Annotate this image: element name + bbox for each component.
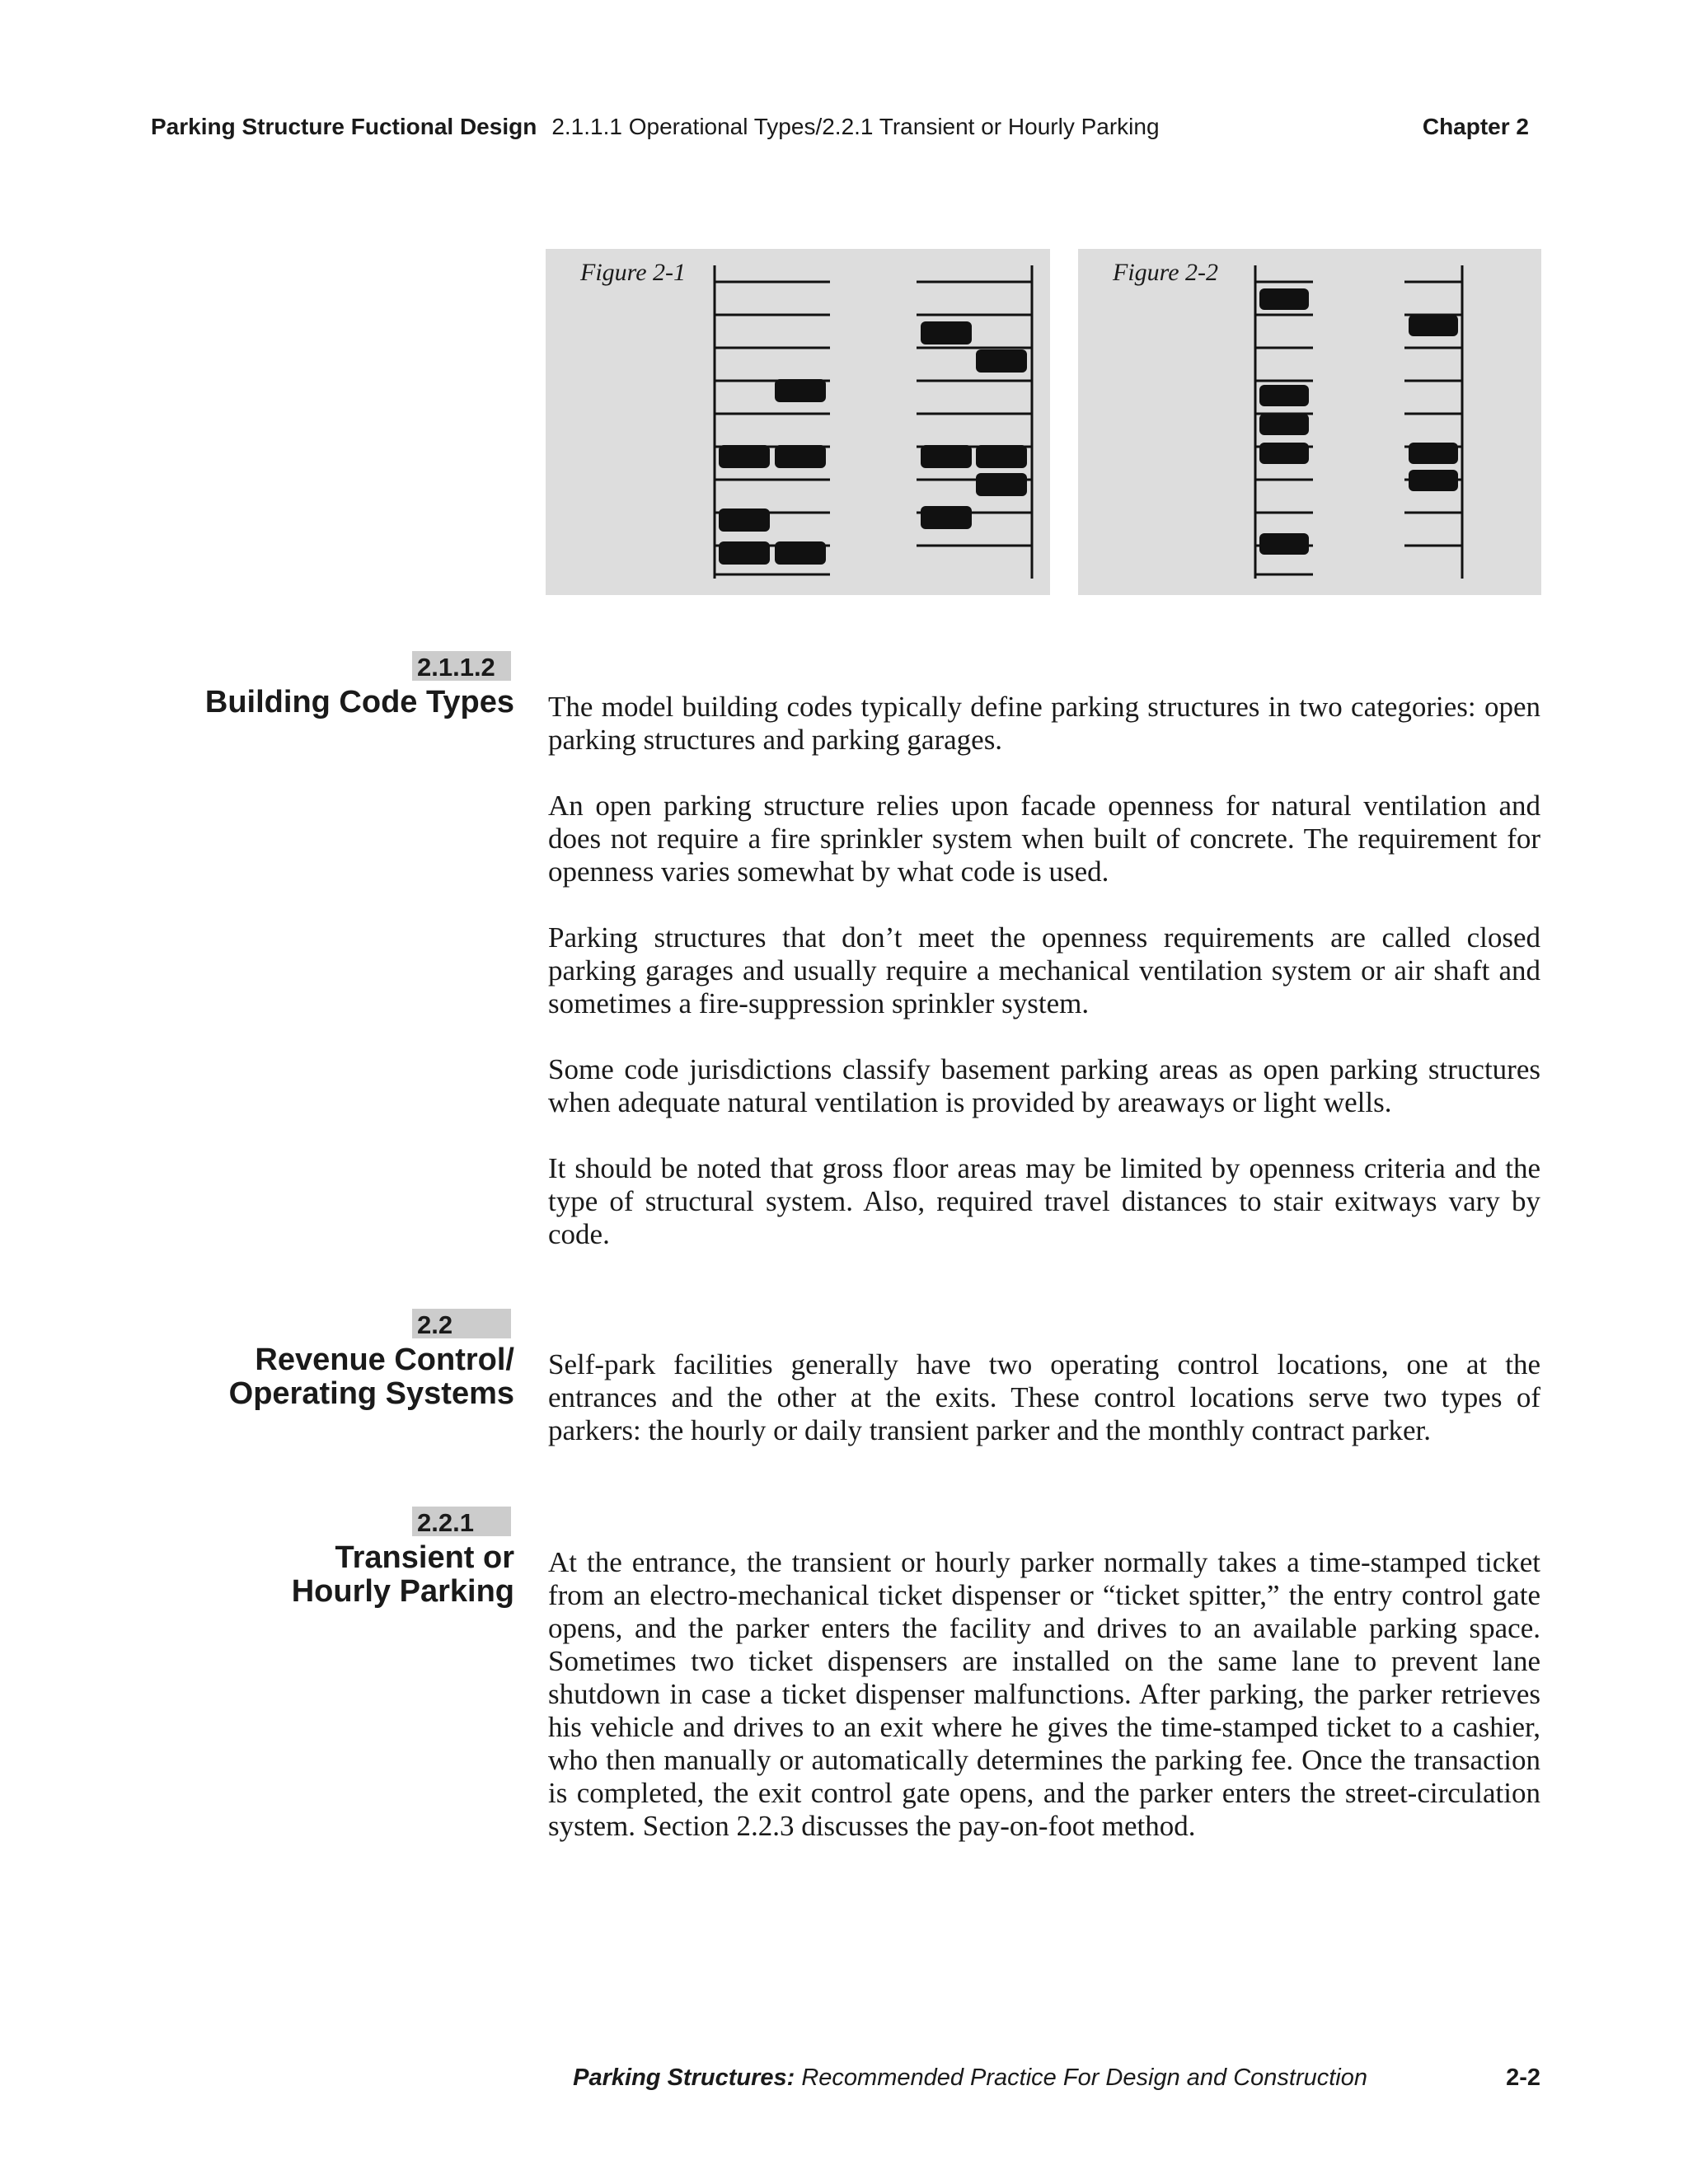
figure-2-2 [1078, 249, 1541, 595]
running-header [151, 114, 1529, 147]
section-title: Building Code Types [204, 685, 514, 719]
paragraph: It should be noted that gross floor areas may be limited by openness criteria and the type of structural system. Also, required travel distances to stair exitways vary by code. [548, 1152, 1540, 1250]
paragraph: Some code jurisdictions classify basement parking areas as open parking structures when adequate natural ventilation is provided by areaways or light wells. [548, 1053, 1540, 1118]
paragraph: At the entrance, the transient or hourly parker normally takes a time-stamped ticket from an electro-mechanical ticket dispenser or “ticket spitter,” the entry control gate opens, and the parker enters the facility and drives to an available parking space. Sometimes two ticket dispensers are installed on the same lane to prevent lane shutdown in case a ticket dispenser malfunctions. After parking, the parker retrieves his vehicle and drives to an exit where he gives the time-stamped ticket to a cashier, who then manually or automatically determines the parking fee. Once the transaction is completed, the exit control gate opens, and the parker enters the street-circulation system. Section 2.2.3 discusses the pay-on-foot method. [548, 1546, 1540, 1842]
header-title: Parking Structure Fuctional Design [151, 114, 537, 139]
footer-book-subtitle: Recommended Practice For Design and Construction [801, 2064, 1367, 2091]
figure-caption: Figure 2-2 [1113, 259, 1219, 286]
footer-book-title: Parking Structures: [573, 2064, 795, 2091]
section-body [548, 1348, 1540, 1480]
figure-2-1 [546, 249, 1050, 595]
running-footer [151, 2064, 1540, 2097]
section-body [548, 1546, 1540, 1876]
figure-2-2-drawing [1078, 249, 1541, 595]
page-number: 2-2 [1506, 2064, 1540, 2091]
section-number: 2.2.1 [412, 1507, 511, 1536]
figure-2-1-drawing [546, 249, 1050, 595]
paragraph: Parking structures that don’t meet the openness requirements are called closed parking garages and usually require a mechanical ventilation system or air shaft and sometimes a fire-suppression sprinkler system. [548, 921, 1540, 1019]
paragraph: An open parking structure relies upon facade openness for natural ventilation and does not require a fire sprinkler system when built of concrete. The requirement for openness varies somewhat by what code is used. [548, 790, 1540, 888]
section-title: Revenue Control/ Operating Systems [228, 1343, 514, 1411]
paragraph: The model building codes typically define parking structures in two categories: open parking structures and parking garages. [548, 691, 1540, 756]
header-chapter: Chapter 2 [1422, 114, 1529, 139]
figure-caption: Figure 2-1 [580, 259, 687, 286]
section-body [548, 691, 1540, 1284]
section-title: Transient or Hourly Parking [291, 1540, 514, 1609]
paragraph: Self-park facilities generally have two operating control locations, one at the entrances and the other at the exits. These control locations serve two types of parkers: the hourly or daily transient parker and the monthly contract parker. [548, 1348, 1540, 1446]
section-number: 2.1.1.2 [412, 651, 511, 681]
header-section-path: 2.1.1.1 Operational Types/2.2.1 Transient or Hourly Parking [551, 114, 1160, 139]
section-number: 2.2 [412, 1309, 511, 1338]
